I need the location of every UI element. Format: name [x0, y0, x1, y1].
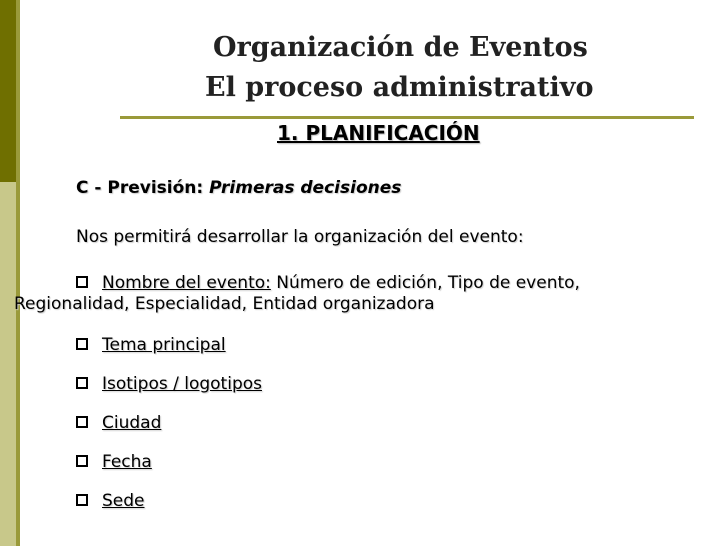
list-item	[76, 491, 145, 512]
title-line-2: El proceso administrativo	[205, 72, 594, 103]
prevision-label: C - Previsión:	[76, 178, 210, 198]
checkbox-bullet-icon	[76, 455, 88, 467]
item-label: Isotipos / logotipos	[102, 374, 262, 394]
checkbox-bullet-icon	[76, 416, 88, 428]
intro-line: Nos permitirá desarrollar la organización del evento:	[76, 227, 524, 247]
list-item	[76, 335, 226, 356]
checkbox-bullet-icon	[76, 276, 88, 288]
item-detail-continued: Regionalidad, Especialidad, Entidad organizadora	[14, 294, 435, 314]
side-bar-dark	[0, 0, 16, 182]
item-label: Fecha	[102, 452, 152, 472]
list-item	[76, 413, 161, 434]
item-detail: Número de edición, Tipo de evento,	[270, 273, 580, 293]
prevision-value: Primeras decisiones	[209, 178, 402, 198]
slide-title	[205, 28, 625, 108]
title-divider	[120, 116, 694, 119]
item-label: Nombre del evento:	[102, 273, 271, 293]
side-bar-accent	[16, 0, 20, 546]
list-item	[14, 273, 696, 315]
item-label: Ciudad	[102, 413, 162, 433]
list-item	[76, 452, 152, 473]
item-label: Sede	[102, 491, 145, 511]
prevision-line	[76, 178, 401, 198]
checkbox-bullet-icon	[76, 377, 88, 389]
checkbox-bullet-icon	[76, 494, 88, 506]
checkbox-bullet-icon	[76, 338, 88, 350]
item-label: Tema principal	[102, 335, 226, 355]
side-bar-light	[0, 182, 16, 546]
title-line-1: Organización de Eventos	[213, 32, 588, 63]
section-heading: 1. PLANIFICACIÓN	[277, 121, 480, 145]
list-item	[76, 374, 262, 395]
